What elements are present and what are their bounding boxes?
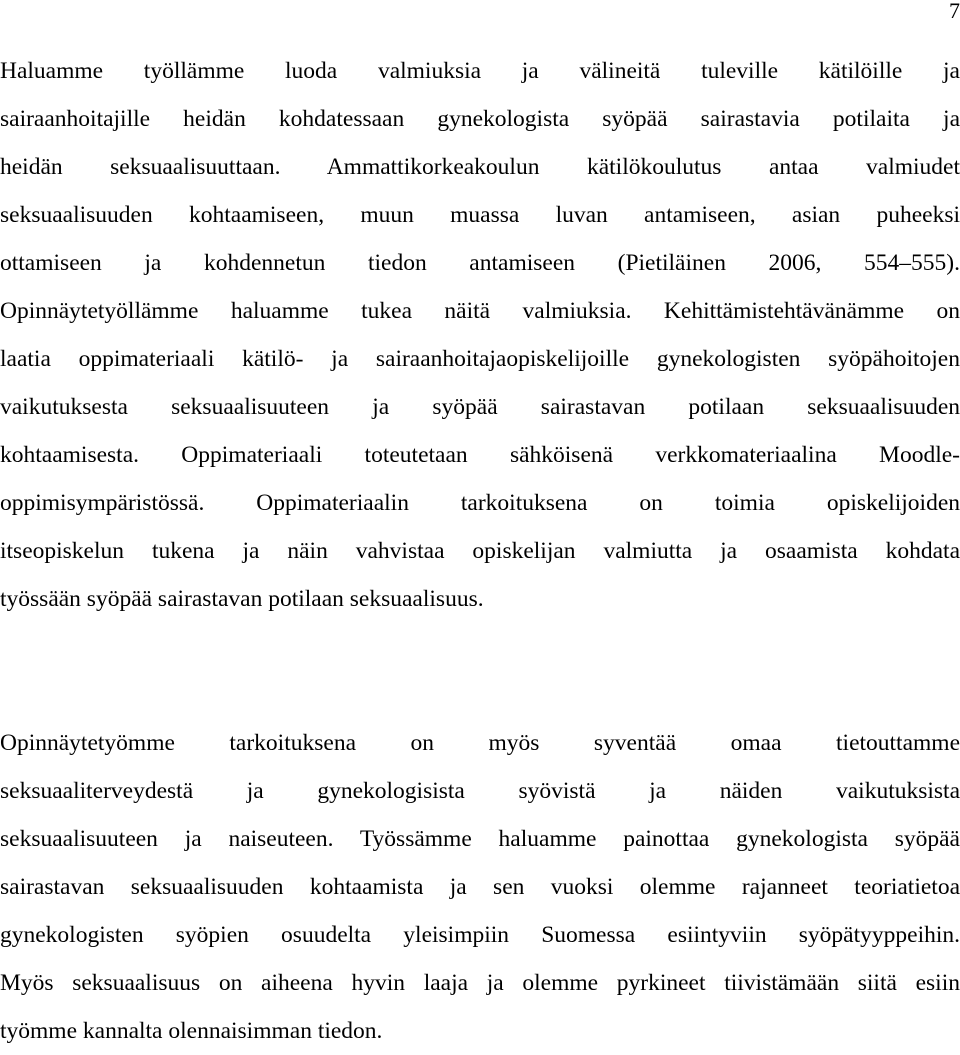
text-line: vaikutuksesta seksuaalisuuteen ja syöpää sairastavan potilaan seksuaalisuuden bbox=[0, 394, 960, 420]
text-line: työmme kannalta olennaisimman tiedon. bbox=[0, 1018, 383, 1044]
page-number: 7 bbox=[949, 0, 960, 23]
text-line: työssään syöpää sairastavan potilaan seksuaalisuus. bbox=[0, 586, 484, 612]
text-line: sairaanhoitajille heidän kohdatessaan gynekologista syöpää sairastavia potilaita ja bbox=[0, 106, 960, 132]
text-line: Opinnäytetyömme tarkoituksena on myös syventää omaa tietouttamme bbox=[0, 730, 960, 756]
text-line: Haluamme työllämme luoda valmiuksia ja välineitä tuleville kätilöille ja bbox=[0, 58, 960, 84]
text-line: sairastavan seksuaalisuuden kohtaamista ja sen vuoksi olemme rajanneet teoriatietoa bbox=[0, 874, 960, 900]
text-line: Myös seksuaalisuus on aiheena hyvin laaja ja olemme pyrkineet tiivistämään siitä esiin bbox=[0, 970, 960, 996]
text-line: gynekologisten syöpien osuudelta yleisimpiin Suomessa esiintyviin syöpätyyppeihin. bbox=[0, 922, 960, 948]
text-line: laatia oppimateriaali kätilö- ja sairaanhoitajaopiskelijoille gynekologisten syöpähoitojen bbox=[0, 346, 960, 372]
text-line: seksuaalisuuteen ja naiseuteen. Työssämme haluamme painottaa gynekologista syöpää bbox=[0, 826, 960, 852]
paragraph-2 bbox=[0, 719, 960, 1055]
text-line: itseopiskelun tukena ja näin vahvistaa opiskelijan valmiutta ja osaamista kohdata bbox=[0, 538, 960, 564]
text-line: kohtaamisesta. Oppimateriaali toteutetaan sähköisenä verkkomateriaalina Moodle- bbox=[0, 442, 960, 468]
text-line: heidän seksuaalisuuttaan. Ammattikorkeakoulun kätilökoulutus antaa valmiudet bbox=[0, 154, 960, 180]
paragraph-1 bbox=[0, 47, 960, 623]
text-line: seksuaaliterveydestä ja gynekologisista syövistä ja näiden vaikutuksista bbox=[0, 778, 960, 804]
text-line: Opinnäytetyöllämme haluamme tukea näitä valmiuksia. Kehittämistehtävänämme on bbox=[0, 298, 960, 324]
text-line: oppimisympäristössä. Oppimateriaalin tarkoituksena on toimia opiskelijoiden bbox=[0, 490, 960, 516]
text-line: ottamiseen ja kohdennetun tiedon antamiseen (Pietiläinen 2006, 554–555). bbox=[0, 250, 960, 276]
text-line: seksuaalisuuden kohtaamiseen, muun muassa luvan antamiseen, asian puheeksi bbox=[0, 202, 960, 228]
